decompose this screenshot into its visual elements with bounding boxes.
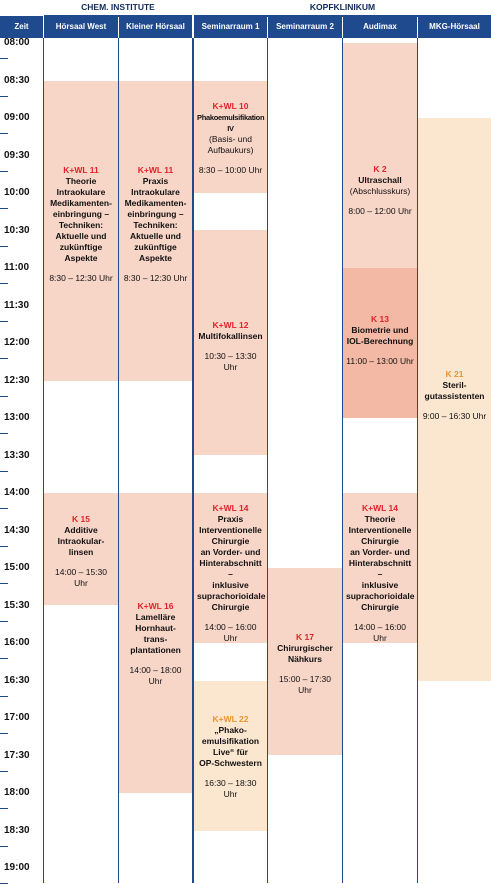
event-code: K+WL 11 <box>63 165 99 175</box>
time-label: 08:00 <box>4 37 30 48</box>
time-tick <box>0 208 8 209</box>
time-label: 14:30 <box>4 524 30 536</box>
event-kwl10-phakoemulsifikation[interactable] <box>194 81 267 193</box>
event-time: 10:30 – 13:30 Uhr <box>204 351 257 372</box>
time-label: 16:00 <box>4 637 30 648</box>
event-title: Steril- gutassistenten <box>424 380 485 401</box>
event-code: K 17 <box>296 632 314 642</box>
time-tick <box>0 96 8 97</box>
time-label: 18:30 <box>4 824 30 836</box>
event-time: 16:30 – 18:30 Uhr <box>204 778 257 799</box>
time-tick <box>0 696 8 697</box>
event-code: K+WL 22 <box>212 714 249 724</box>
event-title: Biometrie und IOL-Berechnung <box>346 325 414 346</box>
event-kwl22-phako-live[interactable] <box>194 681 267 831</box>
group-chem-institute: CHEM. INSTITUTE <box>44 0 192 17</box>
event-time: 14:00 – 15:30 Uhr <box>55 567 107 588</box>
event-subtitle: (Abschlusskurs) <box>349 186 411 196</box>
event-time: 14:00 – 16:00 Uhr <box>204 622 257 643</box>
event-code: K 15 <box>72 514 90 524</box>
event-code: K+WL 12 <box>212 320 249 330</box>
event-time: 9:00 – 16:30 Uhr <box>422 411 487 421</box>
event-time: 8:30 – 10:00 Uhr <box>198 165 263 175</box>
event-kwl11-praxis[interactable] <box>119 81 192 381</box>
time-tick <box>0 771 8 772</box>
time-tick <box>0 133 8 134</box>
event-k13-biometrie[interactable] <box>343 268 417 418</box>
time-label: 15:30 <box>4 599 30 611</box>
time-label: 11:00 <box>4 262 30 273</box>
event-title: Praxis Intraokulare Medikamenten- einbringung – Techniken: Aktuelle und zukünftige Aspekte <box>124 176 187 263</box>
time-tick <box>0 321 8 322</box>
time-label: 19:00 <box>4 862 30 873</box>
event-kwl11-theorie[interactable] <box>44 81 118 381</box>
event-kwl12-multifokallinsen[interactable] <box>194 230 267 455</box>
time-tick <box>0 283 8 284</box>
time-label: 18:00 <box>4 787 30 798</box>
time-tick <box>0 171 8 172</box>
event-subtitle: (Basis- und Aufbaukurs) <box>207 134 254 155</box>
event-title: Multifokallinsen <box>198 331 263 341</box>
event-code: K+WL 10 <box>212 101 249 111</box>
event-time: 14:00 – 18:00 Uhr <box>129 665 182 686</box>
event-code: K 13 <box>371 314 389 324</box>
time-tick <box>0 58 8 59</box>
header-seminarraum-2: Seminarraum 2 <box>268 16 342 38</box>
event-k17-chirurgischer-naehkurs[interactable] <box>268 568 342 755</box>
time-label: 14:00 <box>4 487 30 498</box>
header-zeit: Zeit <box>0 16 43 38</box>
time-label: 16:30 <box>4 674 30 686</box>
event-title: Lamelläre Hornhaut- trans- plantationen <box>130 612 181 655</box>
event-time: 8:30 – 12:30 Uhr <box>123 273 188 283</box>
event-code: K 21 <box>445 369 464 379</box>
event-kwl16-lamellaere-hornhaut[interactable] <box>119 493 192 793</box>
time-label: 13:00 <box>4 412 30 423</box>
time-label: 17:00 <box>4 712 30 723</box>
event-time: 15:00 – 17:30 Uhr <box>279 674 331 695</box>
header-seminarraum-1: Seminarraum 1 <box>194 16 267 38</box>
time-tick <box>0 246 8 247</box>
column-divider <box>267 38 268 883</box>
header-hoersaal-west: Hörsaal West <box>44 16 118 38</box>
event-kwl14-theorie[interactable] <box>343 493 417 643</box>
time-tick <box>0 658 8 659</box>
event-code: K 2 <box>373 164 387 174</box>
event-title: „Phako- emulsifikation Live“ für OP-Schwestern <box>199 725 262 768</box>
time-tick <box>0 508 8 509</box>
event-code: K+WL 11 <box>137 165 174 175</box>
time-label: 12:00 <box>4 337 30 348</box>
time-label: 10:30 <box>4 224 30 236</box>
header-kleiner-hoersaal: Kleiner Hörsaal <box>119 16 192 38</box>
time-tick <box>0 808 8 809</box>
time-label: 15:00 <box>4 562 30 573</box>
event-code: K+WL 14 <box>212 503 249 513</box>
time-label: 08:30 <box>4 74 30 86</box>
event-time: 14:00 – 16:00 Uhr <box>354 622 406 643</box>
time-tick <box>0 471 8 472</box>
time-label: 10:00 <box>4 187 30 198</box>
event-title: Additive Intraokular- linsen <box>57 525 105 557</box>
event-k15-additive-intraokularlinsen[interactable] <box>44 493 118 605</box>
event-k21-sterilgutassistenten[interactable] <box>418 118 491 681</box>
event-title: Ultraschall <box>358 175 402 185</box>
event-title: Phakoemulsifikation IV <box>197 113 265 133</box>
event-title: Chirurgischer Nähkurs <box>277 643 333 664</box>
event-code: K+WL 16 <box>137 601 174 611</box>
time-tick <box>0 733 8 734</box>
time-tick <box>0 846 8 847</box>
event-time: 8:00 – 12:00 Uhr <box>348 206 412 216</box>
time-tick <box>0 546 8 547</box>
event-k2-ultraschall[interactable] <box>343 43 417 268</box>
time-label: 13:30 <box>4 449 30 461</box>
time-label: 09:00 <box>4 112 30 123</box>
time-label: 17:30 <box>4 749 30 761</box>
event-title: Praxis Interventionelle Chirurgie an Vorder- und Hinterabschnitt – inklusive suprachorioidale Chirurgie <box>197 514 266 612</box>
time-tick <box>0 433 8 434</box>
time-label: 12:30 <box>4 374 30 386</box>
header-mkg-hoersaal: MKG-Hörsaal <box>418 16 491 38</box>
time-tick <box>0 621 8 622</box>
time-tick <box>0 358 8 359</box>
header-audimax: Audimax <box>343 16 417 38</box>
event-title: Theorie Intraokulare Medikamenten- einbringung – Techniken: Aktuelle und zukünftige Aspekte <box>50 176 112 263</box>
time-label: 11:30 <box>4 299 30 311</box>
event-time: 11:00 – 13:00 Uhr <box>346 356 414 366</box>
group-kopfklinikum: KOPFKLINIKUM <box>194 0 491 17</box>
event-title: Theorie Interventionelle Chirurgie an Vorder- und Hinterabschnitt – inklusive suprachorioidale Chirurgie <box>346 514 415 612</box>
event-time: 8:30 – 12:30 Uhr <box>49 273 113 283</box>
event-code: K+WL 14 <box>362 503 398 513</box>
time-tick <box>0 396 8 397</box>
time-tick <box>0 583 8 584</box>
time-label: 09:30 <box>4 149 30 161</box>
event-kwl14-praxis[interactable] <box>194 493 267 643</box>
